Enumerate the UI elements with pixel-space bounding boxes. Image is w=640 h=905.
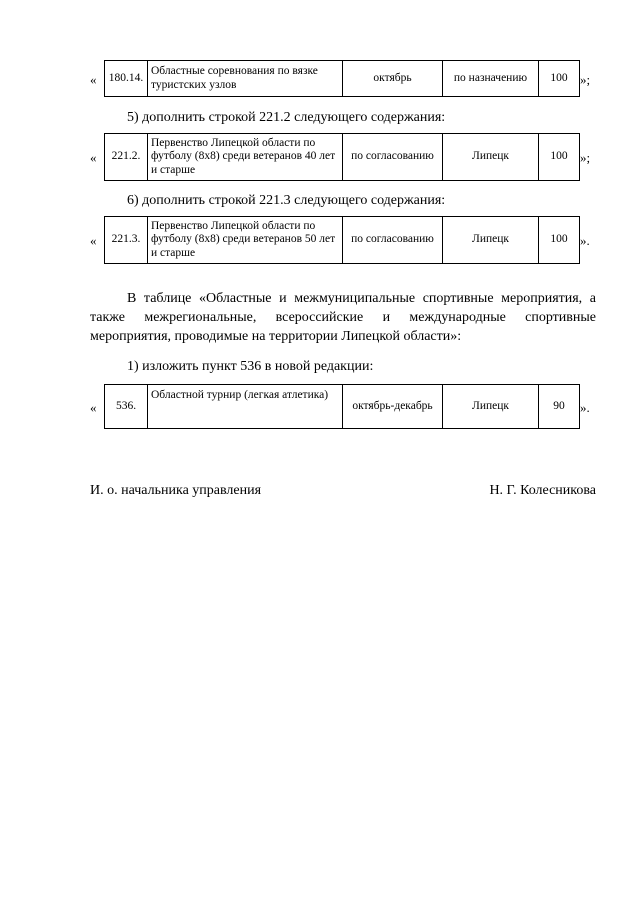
cell-place: по назначению bbox=[443, 61, 539, 97]
cell-name: Первенство Липецкой области по футболу (8х8) среди ветеранов 40 лет и старше bbox=[148, 134, 343, 181]
cell-quantity: 100 bbox=[539, 61, 580, 97]
cell-date: по согласованию bbox=[343, 134, 443, 181]
cell-place: Липецк bbox=[443, 385, 539, 429]
table-row-180-14 bbox=[104, 60, 580, 97]
instruction-5: 5) дополнить строкой 221.2 следующего содержания: bbox=[127, 110, 446, 125]
cell-date: октябрь-декабрь bbox=[343, 385, 443, 429]
cell-name: Областной турнир (легкая атлетика) bbox=[148, 385, 343, 429]
quote-open: « bbox=[90, 72, 97, 87]
table-row-536 bbox=[104, 384, 580, 429]
cell-place: Липецк bbox=[443, 134, 539, 181]
cell-date: октябрь bbox=[343, 61, 443, 97]
quote-close: ». bbox=[580, 400, 590, 415]
cell-name: Первенство Липецкой области по футболу (8х8) среди ветеранов 50 лет и старше bbox=[148, 217, 343, 264]
signature-position: И. о. начальника управления bbox=[90, 483, 262, 498]
cell-name: Областные соревнования по вязке туристских узлов bbox=[148, 61, 343, 97]
quote-open: « bbox=[90, 150, 97, 165]
cell-quantity: 100 bbox=[539, 217, 580, 264]
cell-number: 180.14. bbox=[105, 61, 148, 97]
cell-number: 536. bbox=[105, 385, 148, 429]
cell-quantity: 90 bbox=[539, 385, 580, 429]
quote-open: « bbox=[90, 233, 97, 248]
cell-quantity: 100 bbox=[539, 134, 580, 181]
table-row-221-3 bbox=[104, 216, 580, 264]
cell-number: 221.2. bbox=[105, 134, 148, 181]
quote-close: ». bbox=[580, 233, 590, 248]
cell-number: 221.3. bbox=[105, 217, 148, 264]
quote-close: »; bbox=[580, 150, 591, 165]
signature-name: Н. Г. Колесникова bbox=[489, 483, 596, 498]
instruction-1: 1) изложить пункт 536 в новой редакции: bbox=[127, 359, 374, 374]
table-reference-paragraph: В таблице «Областные и межмуниципальные спортивные мероприятия, а также межрегиональные, всероссийские и международные спортивные мероприятия, проводимые на территории Липецкой области»: bbox=[90, 291, 596, 344]
cell-place: Липецк bbox=[443, 217, 539, 264]
table-row-221-2 bbox=[104, 133, 580, 181]
quote-open: « bbox=[90, 400, 97, 415]
cell-date: по согласованию bbox=[343, 217, 443, 264]
quote-close: »; bbox=[580, 72, 591, 87]
instruction-6: 6) дополнить строкой 221.3 следующего содержания: bbox=[127, 193, 446, 208]
